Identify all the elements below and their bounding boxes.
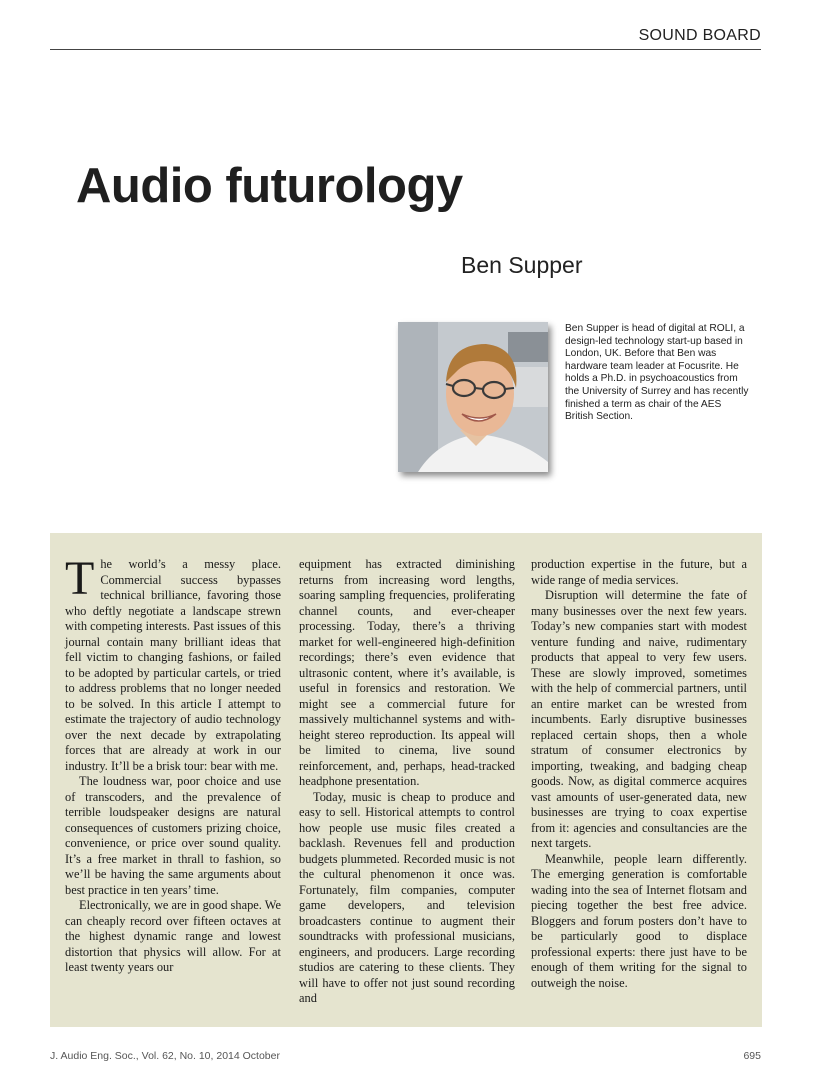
article-paragraph: equipment has extracted diminishing returns from increasing word lengths, soaring sampling frequencies, proliferating channel counts, and ever-cheaper processing. Today, there’s a thriving market for well-engineered high-definition recordings; there’s even evidence that ultrasonic content, where it’s available, is useful in forensics and restoration. We might see a commercial future for massively multichannel systems and with-height stereo reproduction. Its appeal will be limited to cinema, live sound reinforcement, and, perhaps, head-tracked headphone presentation.: [299, 557, 515, 788]
article-column-3: [531, 557, 747, 991]
author-photo: [398, 322, 548, 472]
author-portrait-illustration: [398, 322, 548, 472]
article-paragraph: The loudness war, poor choice and use of transcoders, and the prevalence of terrible loudspeaker designs are natural consequences of customers prizing choice, convenience, or price over sound quality. It’s a free market in thrall to fashion, so we’ll be having the same arguments about best practice in ten years’ time.: [65, 774, 281, 897]
article-paragraph: Disruption will determine the fate of many businesses over the next few years. Today’s new companies start with modest venture funding and naive, rudimentary products that appeal to very few users. These are slowly improved, sometimes with the help of commercial partners, until an entire market can be wrested from incumbents. Early disruptive businesses replaced certain shops, then a whole stratum of consumer electronics by importing, tweaking, and badging cheap goods. Now, as digital commerce acquires vast amounts of user-generated data, new businesses are trying to coax expertise from it: agencies and consultancies are the next targets.: [531, 588, 747, 850]
article-body-panel: [50, 533, 762, 1027]
author-bio: Ben Supper is head of digital at ROLI, a design-led technology start-up based in London, UK. Before that Ben was hardware team leader at Focusrite. He holds a Ph.D. in psychoacoustics from the University of Surrey and has recently finished a term as chair of the AES British Section.: [565, 323, 749, 423]
paragraph-text: he world’s a messy place. Commercial success bypasses technical brilliance, favoring those who deftly negotiate a landscape strewn with competing interests. Past issues of this journal contain many brilliant ideas that fell victim to changing fashions, or failed to be adopted by particular cartels, or tried to address problems that no longer needed to be solved. In this article I attempt to estimate the trajectory of audio technology over the next decade by extrapolating forces that are already at work in our industry. It’ll be a brisk tour: bear with me.: [65, 557, 281, 773]
article-paragraph: [65, 552, 281, 774]
article-paragraph: Today, music is cheap to produce and easy to sell. Historical attempts to control how people use music files created a backlash. Revenues fell and production budgets plummeted. Recorded music is not the cultural phenomenon it once was. Fortunately, film companies, computer game developers, and television broadcasters continue to augment their soundtracks with professional musicians, engineers, and producers. Large recording studios are catering to these clients. They will have to offer not just sound recording and: [299, 789, 515, 1005]
article-paragraph: production expertise in the future, but a wide range of media services.: [531, 557, 747, 587]
article-paragraph: Meanwhile, people learn differently. The emerging generation is comfortable wading into the sea of Internet flotsam and piecing together the best free advice. Bloggers and forum posters don’t have to be particularly good to displace professional experts: there just have to be enough of them writing for the signal to outweigh the noise.: [531, 851, 747, 990]
article-column-1: [65, 552, 281, 976]
footer-citation: J. Audio Eng. Soc., Vol. 62, No. 10, 2014 October: [50, 1050, 280, 1062]
page-number: 695: [743, 1050, 761, 1062]
header-rule: [50, 49, 761, 50]
section-label: SOUND BOARD: [638, 27, 761, 44]
article-title: Audio futurology: [76, 159, 463, 213]
article-author: Ben Supper: [461, 252, 583, 278]
drop-cap: T: [65, 552, 95, 605]
article-column-2: [299, 557, 515, 1007]
article-paragraph: Electronically, we are in good shape. We can cheaply record over fifteen octaves at the highest dynamic range and lowest distortion that physics will allow. For at least twenty years our: [65, 898, 281, 974]
